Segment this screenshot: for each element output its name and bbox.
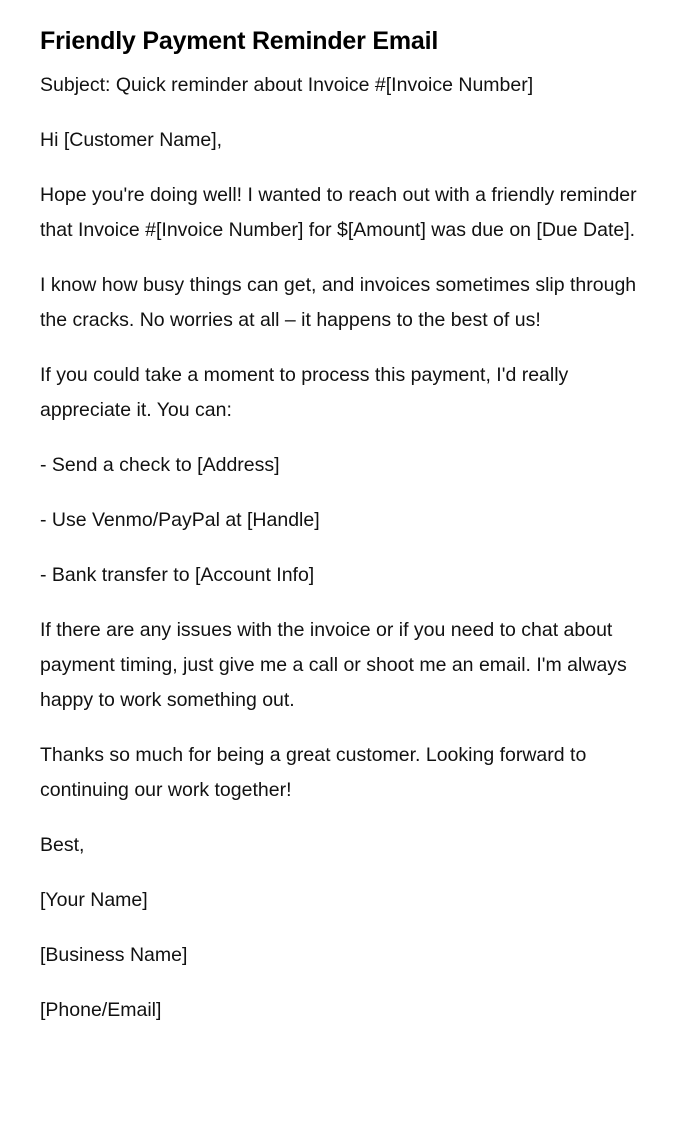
- payment-option-bank-transfer: - Bank transfer to [Account Info]: [40, 564, 315, 586]
- signature-contact: [Phone/Email]: [40, 999, 162, 1021]
- body-paragraph-reassurance: I know how busy things can get, and invoices sometimes slip through the cracks. No worries at all – it happens to the best of us!: [40, 274, 637, 331]
- signature-business: [Business Name]: [40, 944, 188, 966]
- document-title: Friendly Payment Reminder Email: [40, 27, 439, 55]
- payment-option-venmo-paypal: - Use Venmo/PayPal at [Handle]: [40, 509, 320, 531]
- body-paragraph-thanks: Thanks so much for being a great customer. Looking forward to continuing our work together!: [40, 744, 587, 801]
- subject-line: Subject: Quick reminder about Invoice #[Invoice Number]: [40, 74, 534, 96]
- body-paragraph-intro: Hope you're doing well! I wanted to reach out with a friendly reminder that Invoice #[Invoice Number] for $[Amount] was due on [Due Date].: [40, 184, 637, 241]
- payment-option-check: - Send a check to [Address]: [40, 454, 280, 476]
- signature-name: [Your Name]: [40, 889, 148, 911]
- body-paragraph-request: If you could take a moment to process this payment, I'd really appreciate it. You can:: [40, 364, 569, 421]
- greeting: Hi [Customer Name],: [40, 129, 223, 151]
- body-paragraph-issues: If there are any issues with the invoice or if you need to chat about payment timing, just give me a call or shoot me an email. I'm always happy to work something out.: [40, 619, 627, 711]
- signoff: Best,: [40, 834, 85, 856]
